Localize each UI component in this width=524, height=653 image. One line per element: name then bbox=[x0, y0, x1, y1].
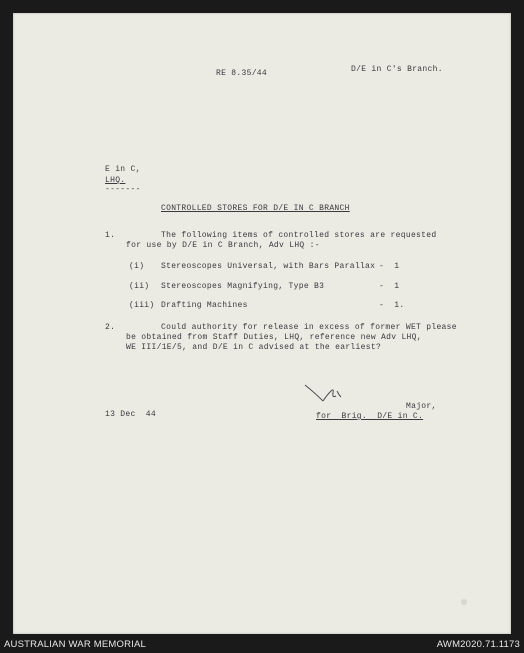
reference-number: RE 8.35/44 bbox=[216, 69, 268, 78]
item-number: (ii) bbox=[129, 282, 150, 291]
para2-line2: be obtained from Staff Duties, LHQ, reference new Adv LHQ, bbox=[126, 333, 422, 342]
para2-line3: WE III/1E/5, and D/E in C advised at the earliest? bbox=[126, 343, 382, 352]
signatory-line: for Brig. D/E in C. bbox=[316, 412, 424, 421]
footer-accession-number: AWM2020.71.1173 bbox=[436, 639, 520, 650]
archive-footer bbox=[0, 634, 524, 653]
para1-line1: The following items of controlled stores are requested bbox=[161, 231, 437, 240]
from-branch: D/E in C's Branch. bbox=[351, 65, 443, 74]
item-description: Stereoscopes Universal, with Bars Parallax bbox=[161, 262, 376, 271]
item-quantity: - 1. bbox=[379, 301, 405, 310]
para1-line2: for use by D/E in C Branch, Adv LHQ :- bbox=[126, 241, 320, 250]
item-quantity: - 1 bbox=[379, 282, 400, 291]
signatory-rank: Major, bbox=[406, 402, 437, 411]
document-date: 13 Dec 44 bbox=[105, 410, 157, 419]
para1-number: 1. bbox=[105, 231, 116, 240]
item-number: (iii) bbox=[129, 301, 155, 310]
para2-number: 2. bbox=[105, 323, 116, 332]
subject-heading: CONTROLLED STORES FOR D/E IN C BRANCH bbox=[161, 204, 350, 213]
para2-line1: Could authority for release in excess of former WET please bbox=[161, 323, 457, 332]
item-quantity: - 1 bbox=[379, 262, 400, 271]
addressee-line2: LHQ. bbox=[105, 176, 126, 185]
item-description: Stereoscopes Magnifying, Type B3 bbox=[161, 282, 325, 291]
addressee-dashes: ------- bbox=[105, 185, 141, 194]
item-description: Drafting Machines bbox=[161, 301, 248, 310]
document-page bbox=[13, 13, 511, 634]
footer-institution: AUSTRALIAN WAR MEMORIAL bbox=[4, 639, 147, 650]
handwritten-signature bbox=[301, 377, 351, 407]
item-number: (i) bbox=[129, 262, 145, 271]
addressee-line1: E in C, bbox=[105, 165, 141, 174]
punch-hole bbox=[461, 599, 467, 605]
